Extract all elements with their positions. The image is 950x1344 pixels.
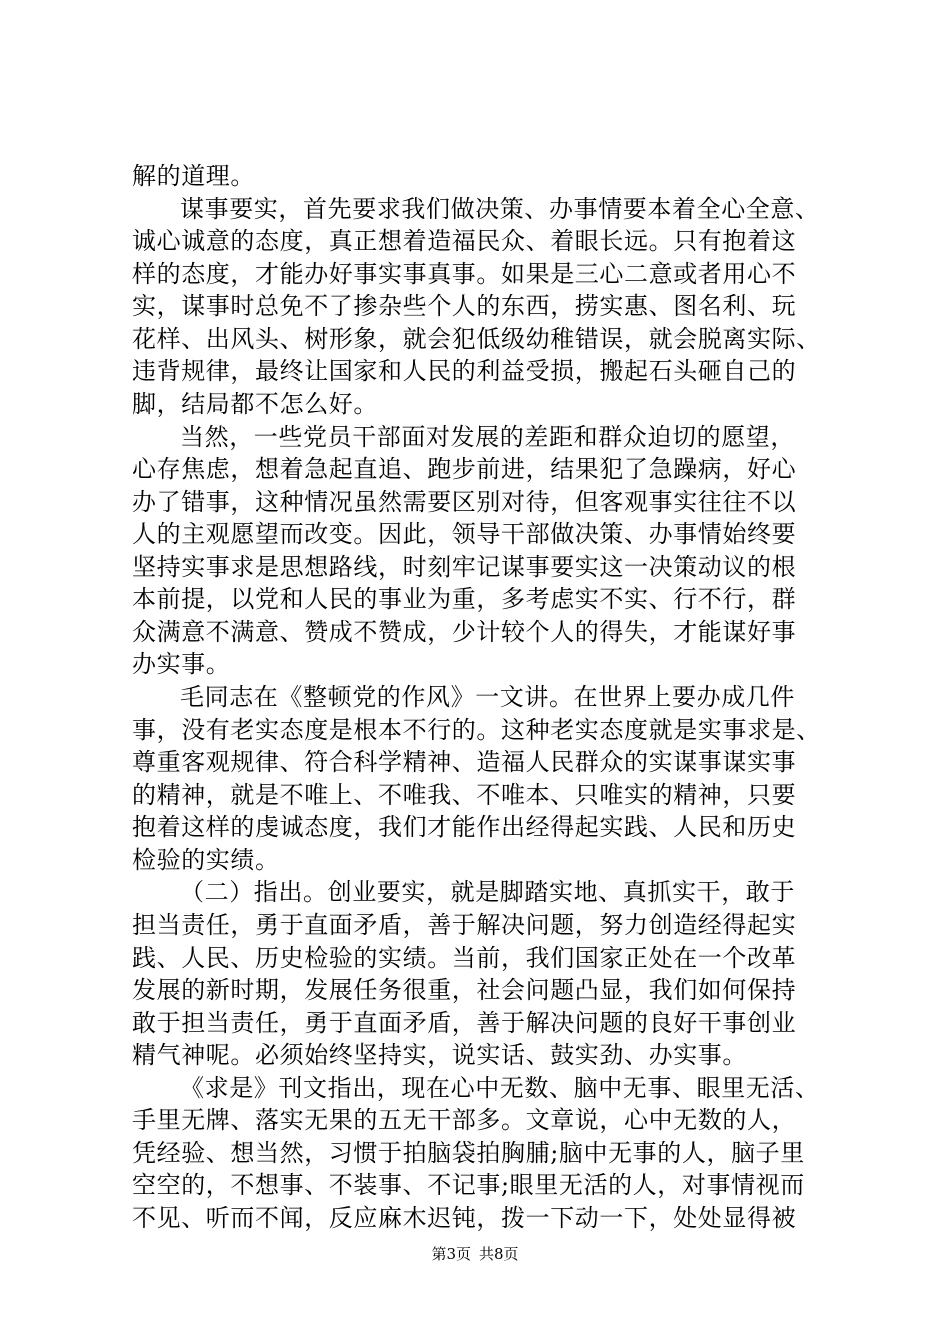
page-number: 第3页: [431, 1245, 471, 1263]
text-line: 办了错事，这种情况虽然需要区别对待，但客观事实往往不以: [132, 487, 797, 516]
text-line: 抱着这样的虔诚态度，我们才能作出经得起实践、人民和历史: [132, 813, 797, 842]
text-line: 敢于担当责任，勇于直面矛盾，善于解决问题的良好干事创业: [132, 1008, 797, 1037]
page-footer: [0, 1244, 950, 1264]
text-line: 的精神，就是不唯上、不唯我、不唯本、只唯实的精神，只要: [132, 780, 797, 809]
text-line: 心存焦虑，想着急起直追、跑步前进，结果犯了急躁病，好心: [132, 455, 797, 484]
text-line: 不见、听而不闻，反应麻木迟钝，拨一下动一下，处处显得被: [132, 1204, 797, 1232]
text-line: 样的态度，才能办好事实事真事。如果是三心二意或者用心不: [132, 259, 797, 288]
paragraph-first-line: （二）指出。创业要实，就是脚踏实地、真抓实干，敢于: [180, 878, 795, 907]
text-line: 实，谋事时总免不了掺杂些个人的东西，捞实惠、图名利、玩: [132, 292, 797, 321]
text-line: 解的道理。: [132, 162, 255, 190]
text-line: 本前提，以党和人民的事业为重，多考虑实不实、行不行，群: [132, 585, 797, 614]
text-line: 事，没有老实态度是根本不行的。这种老实态度就是实事求是、: [132, 715, 821, 744]
text-line: 违背规律，最终让国家和人民的利益受损，搬起石头砸自己的: [132, 357, 797, 386]
text-line: 办实事。: [132, 650, 231, 679]
paragraph-first-line: 毛同志在《整顿党的作风》一文讲。在世界上要办成几件: [180, 683, 795, 711]
paragraph-first-line: 当然，一些党员干部面对发展的差距和群众迫切的愿望，: [180, 422, 795, 451]
text-line: 脚，结局都不怎么好。: [132, 389, 378, 418]
text-line: 发展的新时期，发展任务很重，社会问题凸显，我们如何保持: [132, 976, 797, 1005]
text-line: 人的主观愿望而改变。因此，领导干部做决策、办事情始终要: [132, 520, 797, 549]
text-line: 践、人民、历史检验的实绩。当前，我们国家正处在一个改革: [132, 943, 797, 972]
text-line: 精气神呢。必须始终坚持实，说实话、鼓实劲、办实事。: [132, 1041, 747, 1070]
text-line: 尊重客观规律、符合科学精神、造福人民群众的实谋事谋实事: [132, 748, 797, 777]
paragraph-first-line: 《求是》刊文指出，现在心中无数、脑中无事、眼里无活、: [180, 1073, 820, 1102]
text-line: 坚持实事求是思想路线，时刻牢记谋事要实这一决策动议的根: [132, 552, 797, 581]
text-line: 手里无牌、落实无果的五无干部多。文章说，心中无数的人，: [132, 1106, 797, 1135]
text-line: 凭经验、想当然，习惯于拍脑袋拍胸脯;脑中无事的人，脑子里: [132, 1138, 805, 1167]
text-line: 检验的实绩。: [132, 845, 280, 874]
text-line: 空空的，不想事、不装事、不记事;眼里无活的人，对事情视而: [132, 1171, 805, 1200]
text-line: 众满意不满意、赞成不赞成，少计较个人的得失，才能谋好事: [132, 617, 797, 646]
paragraph-first-line: 谋事要实，首先要求我们做决策、办事情要本着全心全意、: [180, 194, 820, 223]
page-total: 共8页: [479, 1245, 519, 1263]
text-line: 担当责任，勇于直面矛盾，善于解决问题，努力创造经得起实: [132, 910, 797, 939]
text-line: 花样、出风头、树形象，就会犯低级幼稚错误，就会脱离实际、: [132, 324, 821, 353]
text-line: 诚心诚意的态度，真正想着造福民众、着眼长远。只有抱着这: [132, 227, 797, 256]
